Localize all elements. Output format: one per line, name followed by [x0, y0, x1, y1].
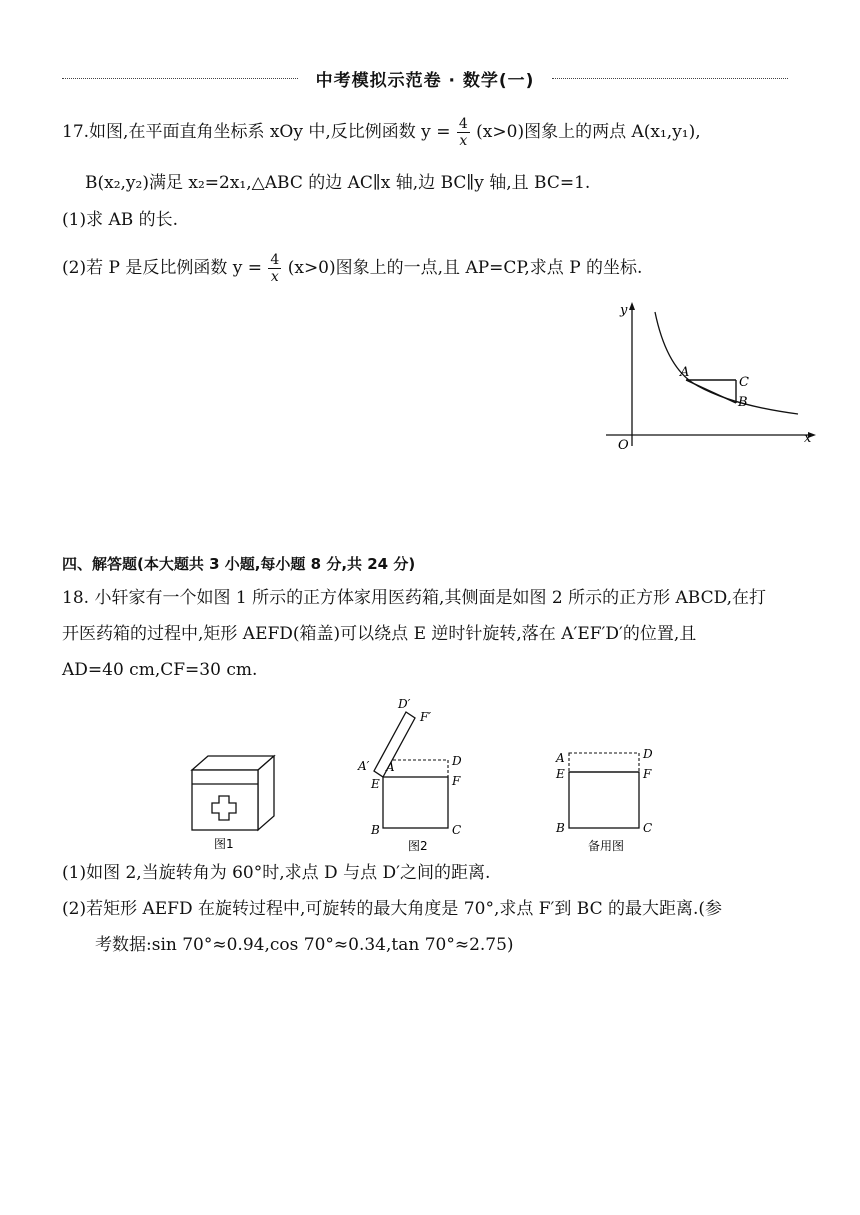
q17-part2-post: (x>0)图象上的一点,且 AP=CP,求点 P 的坐标. [287, 258, 643, 278]
q18-line1: 18. 小轩家有一个如图 1 所示的正方体家用医药箱,其侧面是如图 2 所示的正方形 ABCD,在打 [62, 588, 767, 608]
spare-square-body [569, 772, 639, 828]
label-a: A [680, 365, 690, 380]
q17-part1: (1)求 AB 的长. [62, 210, 179, 230]
q17-part2-fraction [268, 252, 281, 285]
q18-part2-line2: 考数据:sin 70°≈0.94,cos 70°≈0.34,tan 70°≈2.75) [95, 935, 514, 955]
q17-part2-frac-num: 4 [270, 252, 280, 268]
q18-line3: AD=40 cm,CF=30 cm. [62, 660, 258, 680]
spare-label-b: B [556, 821, 565, 835]
q17-line1-post: (x>0)图象上的两点 A(x₁,y₁), [476, 122, 701, 142]
q18-part2-line1: (2)若矩形 AEFD 在旋转过程中,可旋转的最大角度是 70°,求点 F′到 BC 的最大距离.(参 [62, 899, 723, 919]
fig2-label-e: E [371, 777, 380, 791]
figure-spare-caption: 备用图 [588, 839, 625, 853]
figure-spare [553, 740, 663, 855]
q17-fraction [457, 116, 470, 149]
box-front [192, 770, 258, 830]
q17-frac-num: 4 [458, 116, 468, 132]
label-c: C [739, 375, 749, 390]
spare-label-c: C [643, 821, 653, 835]
fig2-label-f-prime: F′ [420, 710, 432, 724]
spare-label-a: A [556, 751, 565, 765]
fig2-label-d: D [452, 754, 462, 768]
q17-part2-pre: (2)若 P 是反比例函数 y = [62, 258, 262, 278]
fig2-label-d-prime: D′ [398, 697, 411, 711]
q17-part2-frac-den: x [270, 269, 279, 285]
header-dotted-line-left [62, 78, 298, 79]
q17-part2 [62, 252, 642, 285]
figure-2-rotation [350, 690, 480, 855]
spare-label-f: F [643, 767, 652, 781]
segment-ab [686, 380, 736, 403]
y-axis-arrow [629, 302, 635, 310]
q17-coordinate-figure [600, 296, 825, 456]
box-side [258, 756, 274, 830]
q17-line2: B(x₂,y₂)满足 x₂=2x₁,△ABC 的边 AC∥x 轴,边 BC∥y 轴,且 BC=1. [85, 173, 591, 193]
label-x: x [804, 431, 812, 446]
q17-line1-pre: 17.如图,在平面直角坐标系 xOy 中,反比例函数 y = [62, 122, 451, 142]
q18-line2: 开医药箱的过程中,矩形 AEFD(箱盖)可以绕点 E 逆时针旋转,落在 A′EF′D′的位置,且 [62, 624, 697, 644]
label-o: O [618, 438, 629, 453]
fig2-label-a: A [386, 760, 395, 774]
q17-frac-den: x [459, 133, 468, 149]
label-b: B [738, 395, 748, 410]
label-y: y [620, 303, 628, 318]
exam-header-title: 中考模拟示范卷 · 数学(一) [315, 71, 535, 91]
q18-part1: (1)如图 2,当旋转角为 60°时,求点 D 与点 D′之间的距离. [62, 863, 491, 883]
section-4-title: 四、解答题(本大题共 3 小题,每小题 8 分,共 24 分) [62, 555, 416, 573]
header-dotted-line-right [552, 78, 788, 79]
figure-1-caption: 图1 [214, 837, 234, 851]
spare-label-d: D [643, 747, 653, 761]
square-body [383, 777, 448, 828]
spare-lid-dashed [569, 753, 639, 772]
fig2-label-c: C [452, 823, 462, 837]
fig2-label-b: B [371, 823, 380, 837]
spare-label-e: E [556, 767, 565, 781]
figure-1-medicine-box [188, 750, 278, 855]
q17-line1 [62, 116, 701, 149]
figure-2-caption: 图2 [408, 839, 428, 853]
fig2-label-a-prime: A′ [358, 759, 370, 773]
fig2-label-f: F [452, 774, 461, 788]
